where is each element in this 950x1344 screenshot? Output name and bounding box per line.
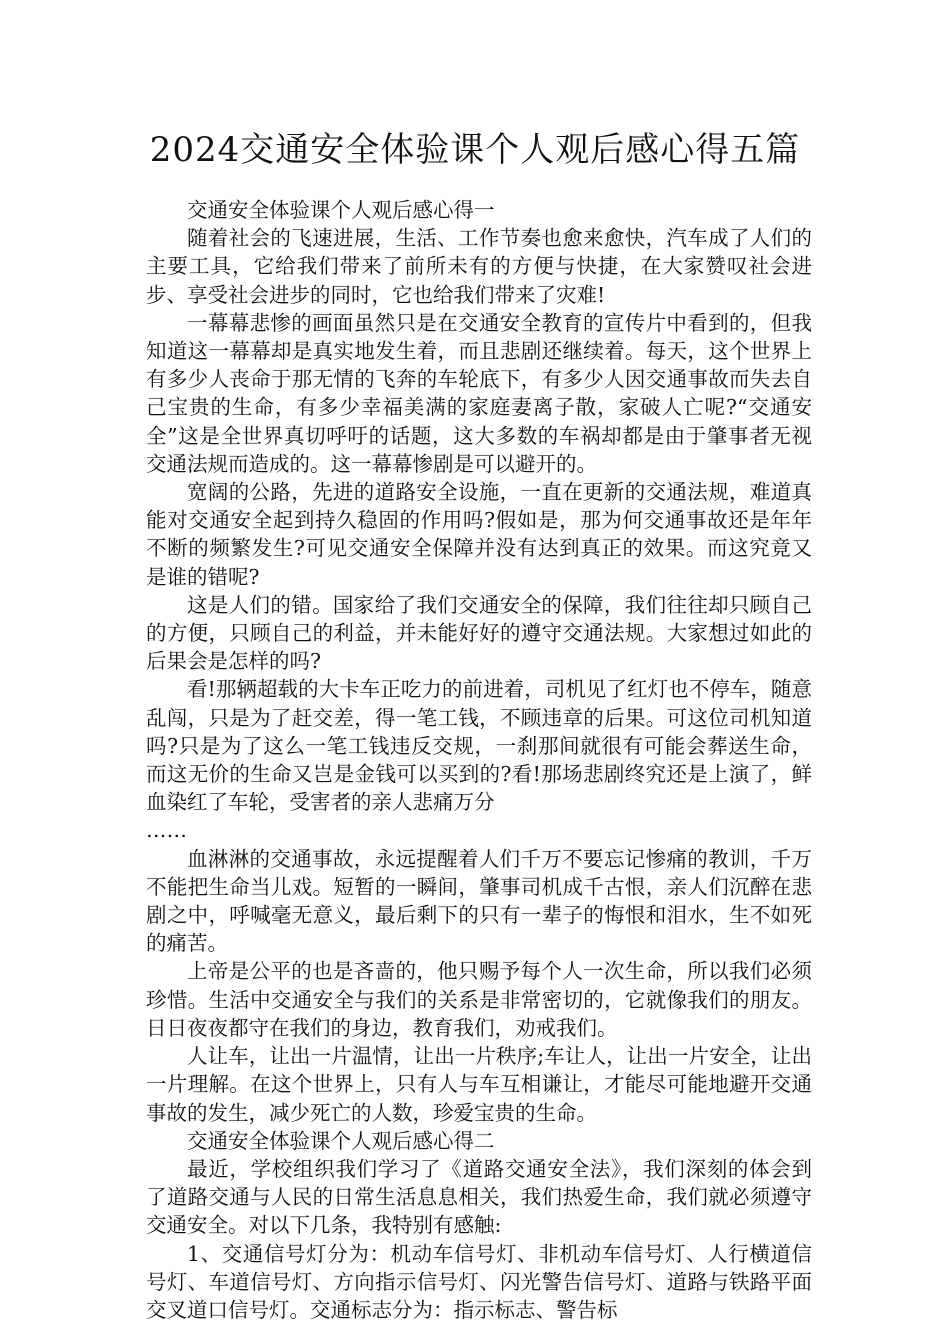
paragraph: 这是人们的错。国家给了我们交通安全的保障，我们往往却只顾自己的方便，只顾自己的利益，并未能好好的遵守交通法规。大家想过如此的后果会是怎样的吗? [146,592,812,674]
document-title: 2024交通安全体验课个人观后感心得五篇 [149,130,801,170]
paragraph: 最近，学校组织我们学习了《道路交通安全法》，我们深刻的体会到了道路交通与人民的日常生活息息相关，我们热爱生命，我们就必须遵守交通安全。对以下几条，我特别有感触: [146,1156,812,1238]
paragraph: 一幕幕悲惨的画面虽然只是在交通安全教育的宣传片中看到的，但我知道这一幕幕却是真实地发生着，而且悲剧还继续着。每天，这个世界上有多少人丧命于那无情的飞奔的车轮底下，有多少人因交通事故而失去自己宝贵的生命，有多少幸福美满的家庭妻离子散，家破人亡呢?“交通安全”这是全世界真切呼吁的话题，这大多数的车祸却都是由于肇事者无视交通法规而造成的。这一幕幕惨剧是可以避开的。 [146,310,812,476]
ellipsis-line: …… [146,818,187,843]
paragraph: 1、交通信号灯分为：机动车信号灯、非机动车信号灯、人行横道信号灯、车道信号灯、方向指示信号灯、闪光警告信号灯、道路与铁路平面交叉道口信号灯。交通标志分为：指示标志、警告标 [146,1241,812,1322]
section-heading-2: 交通安全体验课个人观后感心得二 [187,1128,495,1153]
paragraph: 随着社会的飞速进展，生活、工作节奏也愈来愈快，汽车成了人们的主要工具，它给我们带来了前所未有的方便与快捷，在大家赞叹社会进步、享受社会进步的同时，它也给我们带来了灾难! [146,226,812,307]
section-heading-1: 交通安全体验课个人观后感心得一 [187,198,495,222]
paragraph: 看!那辆超载的大卡车正吃力的前进着，司机见了红灯也不停车，随意乱闯，只是为了赶交差，得一笔工钱，不顾违章的后果。可这位司机知道吗?只是为了这么一笔工钱违反交规，一刹那间就很有可能会葬送生命，而这无价的生命又岂是金钱可以买到的?看!那场悲剧终究还是上演了，鲜血染红了车轮，受害者的亲人悲痛万分 [146,677,812,815]
document-body [146,196,812,1324]
paragraph: 人让车，让出一片温情，让出一片秩序;车让人，让出一片安全，让出一片理解。在这个世界上，只有人与车互相谦让，才能尽可能地避开交通事故的发生，减少死亡的人数，珍爱宝贵的生命。 [146,1044,812,1125]
paragraph: 宽阔的公路，先进的道路安全设施，一直在更新的交通法规，难道真能对交通安全起到持久稳固的作用吗?假如是，那为何交通事故还是年年不断的频繁发生?可见交通安全保障并没有达到真正的效果。而这究竟又是谁的错呢? [146,480,812,589]
paragraph: 血淋淋的交通事故，永远提醒着人们千万不要忘记惨痛的教训，千万不能把生命当儿戏。短暂的一瞬间，肇事司机成千古恨，亲人们沉醉在悲剧之中，呼喊毫无意义，最后剩下的只有一辈子的悔恨和泪水，生不如死的痛苦。 [146,846,812,956]
paragraph: 上帝是公平的也是吝啬的，他只赐予每个人一次生命，所以我们必须珍惜。生活中交通安全与我们的关系是非常密切的，它就像我们的朋友。日日夜夜都守在我们的身边，教育我们，劝戒我们。 [146,959,812,1040]
